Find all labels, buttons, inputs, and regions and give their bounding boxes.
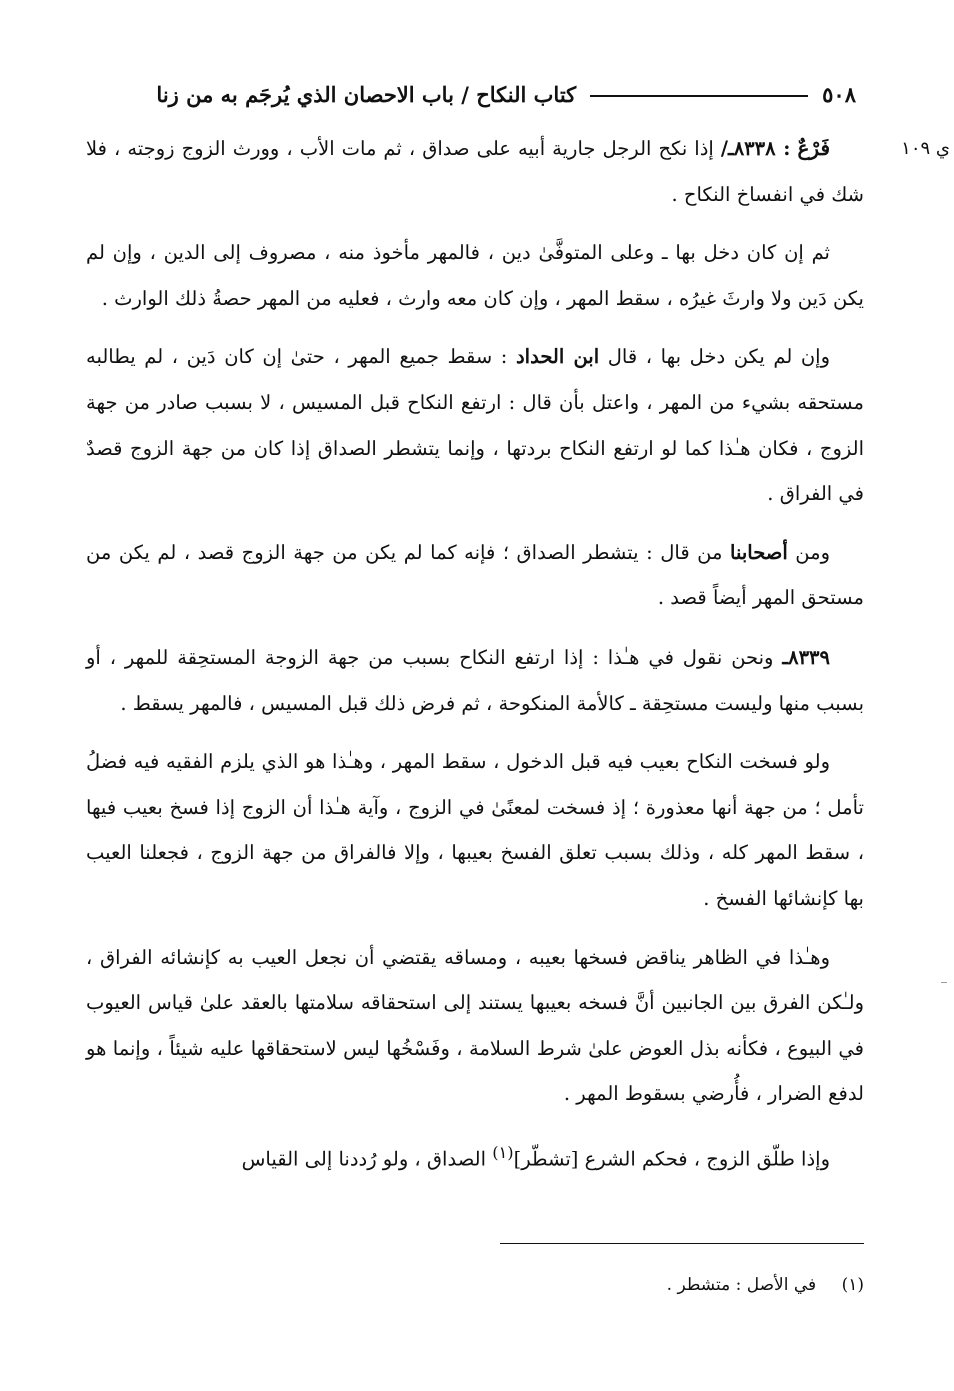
paragraph-text: ثم إن كان دخل بها ـ وعلى المتوفَّىٰ دين ، فالمهر مأخوذ منه ، مصروف إلى الدين ، وإن لم يكن دَين ولا وارثَ غيرُه ، سقط المهر ، وإن كان معه وارث ، فعليه من المهر حصةُ ذلك الوارث . [86,241,864,310]
footnote [86,1268,864,1302]
footnote-separator [500,1243,864,1244]
paragraph-text: الصداق ، ولو رُددنا إلى القياس [241,1147,493,1171]
header-rule [590,95,808,97]
page-number: ٥٠٨ [822,81,856,107]
footnote-reference[interactable]: (١) [492,1142,514,1162]
paragraph-text: من قال : يتشطر الصداق ؛ فإنه كما لم يكن من جهة الزوج قصد ، لم يكن من مستحق المهر أيضاً قصد . [86,540,864,610]
paragraph [86,334,864,516]
paragraph [86,530,864,621]
paragraph-issue [86,635,864,726]
issue-number: ٨٣٣٩ـ [782,645,830,669]
paragraph-text: ولو فسخت النكاح بعيب فيه قبل الدخول ، سقط المهر ، وهـٰذا هو الذي يلزم الفقيه فيه فضلُ تأمل ؛ من جهة أنها معذورة ؛ إذ فسخت لمعنًىٰ في الزوج ، وآية هـٰذا أن الزوج إذا فسخ بعيب فيها ، سقط المهر كله ، وذلك بسبب تعلق الفسخ بعيبها ، وإلا فالفراق من جهة الزوج ، فجعلنا العيب بها كإنشائها الفسخ . [86,750,864,910]
issue-number: : ٨٣٣٨ـ/ [720,137,791,160]
main-text [86,126,864,1195]
scholar-name: ابن الحداد [515,345,600,369]
paragraph-text: إذا نكح الرجل جارية أبيه على صداق ، ثم مات الأب ، وورث الزوج زوجته ، فلا شك في انفساخ النكاح . [86,137,864,206]
paragraph-text: ومن [787,540,830,564]
paragraph [86,230,864,321]
paragraph-text: وإذا طلّق الزوج ، فحكم الشرع [تشطّر] [513,1147,830,1171]
running-title: كتاب النكاح / باب الاحصان الذي يُرجَم به من زنا [156,81,577,107]
margin-note: ي ١٠٩ [901,138,950,159]
scholar-name: أصحابنا [730,540,788,564]
paragraph [86,1130,864,1182]
footnote-text: في الأصل : متشطر . [666,1275,817,1295]
margin-mark [941,982,947,983]
paragraph-text: وهـٰذا في الظاهر يناقض فسخها بعيبه ، ومساقه يقتضي أن نجعل العيب به كإنشائه الفراق ، ولـٰكن الفرق بين الجانبين أنَّ فسخه بعيبها يستند إلى استحقاقه سلامتها بالعقد علىٰ قياس العيوب في البيوع ، فكأنه بذل العوض علىٰ شرط السلامة ، وفَسْخُها ليس لاستحقاقها عليه شيئاً ، وإنما هو لدفع الضرار ، فأُرضي بسقوط المهر . [86,945,864,1106]
paragraph-text: : سقط جميع المهر ، حتىٰ إن كان دَين ، لم يطالبه مستحقه بشيء من المهر ، واعتل بأن قال : ارتفع النكاح قبل المسيس ، لا بسبب صادر من جهة الزوج ، فكان هـٰذا كما لو ارتفع النكاح بردتها ، وإنما يتشطر الصداق إذا كان من جهة الزوج قصدٌ في الفراق . [86,345,864,506]
paragraph [86,935,864,1117]
paragraph [86,739,864,921]
paragraph-text: وإن لم يكن دخل بها ، قال [599,345,831,369]
paragraph-far [86,126,864,217]
far-heading: فَرْعٌ [797,136,830,160]
running-header [86,76,856,112]
paragraph-text: ونحن نقول في هـٰذا : إذا ارتفع النكاح بسبب من جهة الزوجة المستحِقة للمهر ، أو بسبب منها وليست مستحِقة ـ كالأمة المنكوحة ، ثم فرض ذلك قبل المسيس ، فالمهر يسقط . [86,645,864,715]
footnote-marker: (١) [841,1275,864,1295]
